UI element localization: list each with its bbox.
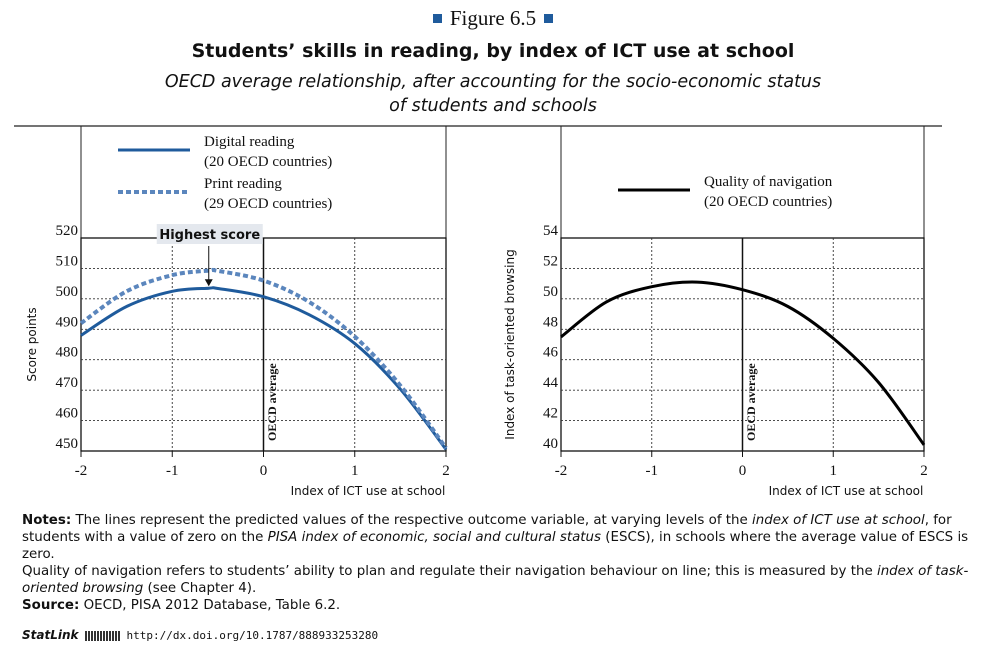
legend-label-detail: (29 OECD countries) (204, 196, 333, 212)
statlink-logo-icon (85, 631, 121, 641)
notes-label: Notes: (22, 513, 72, 528)
statlink-label: StatLink (22, 628, 79, 642)
y-tick-label: 44 (543, 375, 558, 392)
notes-text: (ESCS), in schools where the average value of ESCS is zero. (22, 530, 969, 562)
subtitle-line-2: of students and schools (389, 96, 597, 116)
y-tick-label: 40 (543, 436, 558, 452)
source-line (22, 597, 972, 614)
y-tick-label: 490 (55, 314, 78, 331)
x-tick-label: -2 (554, 463, 568, 479)
x-axis-label: Index of ICT use at school (290, 484, 446, 498)
legend-label-detail: (20 OECD countries) (204, 154, 333, 170)
x-tick-label: -2 (74, 463, 88, 479)
y-axis-label: Index of task-oriented browsing (503, 249, 517, 440)
figure-number: Figure 6.5 (449, 6, 537, 30)
oecd-average-label: OECD average (744, 363, 758, 441)
oecd-average-label: OECD average (265, 363, 279, 441)
y-axis-label: Score points (25, 307, 39, 382)
chart-title: Students’ skills in reading, by index of ICT use at school (191, 40, 795, 62)
x-axis-label: Index of ICT use at school (768, 484, 924, 498)
notes-text: (see Chapter 4). (143, 581, 257, 596)
notes-block (22, 512, 972, 614)
notes-italic-term: index of task-oriented browsing (22, 564, 969, 596)
y-tick-label: 480 (55, 344, 78, 361)
y-tick-label: 54 (543, 223, 558, 239)
source-label: Source: (22, 598, 80, 613)
y-tick-label: 510 (55, 253, 78, 270)
chart-root (25, 134, 928, 498)
notes-text: Quality of navigation refers to students’ ability to plan and regulate their navigation behaviour on line; this is measured by the (22, 564, 877, 579)
y-tick-label: 460 (55, 405, 78, 422)
x-tick-label: 1 (829, 463, 837, 479)
y-tick-label: 48 (543, 314, 558, 331)
x-tick-label: 0 (259, 463, 268, 479)
y-tick-label: 520 (55, 223, 78, 239)
y-tick-label: 50 (543, 283, 558, 300)
notes-italic-term: PISA index of economic, social and cultural status (267, 530, 602, 545)
y-tick-label: 46 (543, 344, 558, 361)
legend-label: Print reading (204, 176, 282, 192)
y-tick-label: 42 (543, 405, 558, 422)
x-tick-label: -1 (645, 463, 658, 479)
notes-text: The lines represent the predicted values of the respective outcome variable, at varying levels of the (71, 513, 753, 528)
x-tick-label: 2 (442, 463, 450, 479)
annotation-label: Highest score (159, 228, 261, 243)
navigation-note (22, 563, 972, 597)
notes-text: , for students with a value of zero on the (22, 513, 952, 545)
statlink-url[interactable]: http://dx.doi.org/10.1787/888933253280 (126, 629, 379, 642)
x-tick-label: 1 (351, 463, 359, 479)
legend-label-detail: (20 OECD countries) (704, 194, 833, 210)
y-tick-label: 450 (55, 436, 78, 452)
legend-label: Quality of navigation (704, 174, 833, 190)
y-tick-label: 52 (543, 253, 558, 270)
subtitle-line-1: OECD average relationship, after accounting for the socio-economic status (164, 72, 822, 92)
notes-paragraph (22, 512, 972, 563)
x-tick-label: -1 (166, 463, 179, 479)
source-text: OECD, PISA 2012 Database, Table 6.2. (79, 598, 341, 613)
statlink-line (22, 628, 378, 642)
x-tick-label: 2 (920, 463, 928, 479)
y-tick-label: 500 (55, 283, 78, 300)
legend-label: Digital reading (204, 134, 295, 150)
notes-italic-term: index of ICT use at school (752, 513, 925, 528)
y-tick-label: 470 (55, 375, 78, 392)
x-tick-label: 0 (738, 463, 747, 479)
annotation-arrow-head (205, 279, 213, 286)
